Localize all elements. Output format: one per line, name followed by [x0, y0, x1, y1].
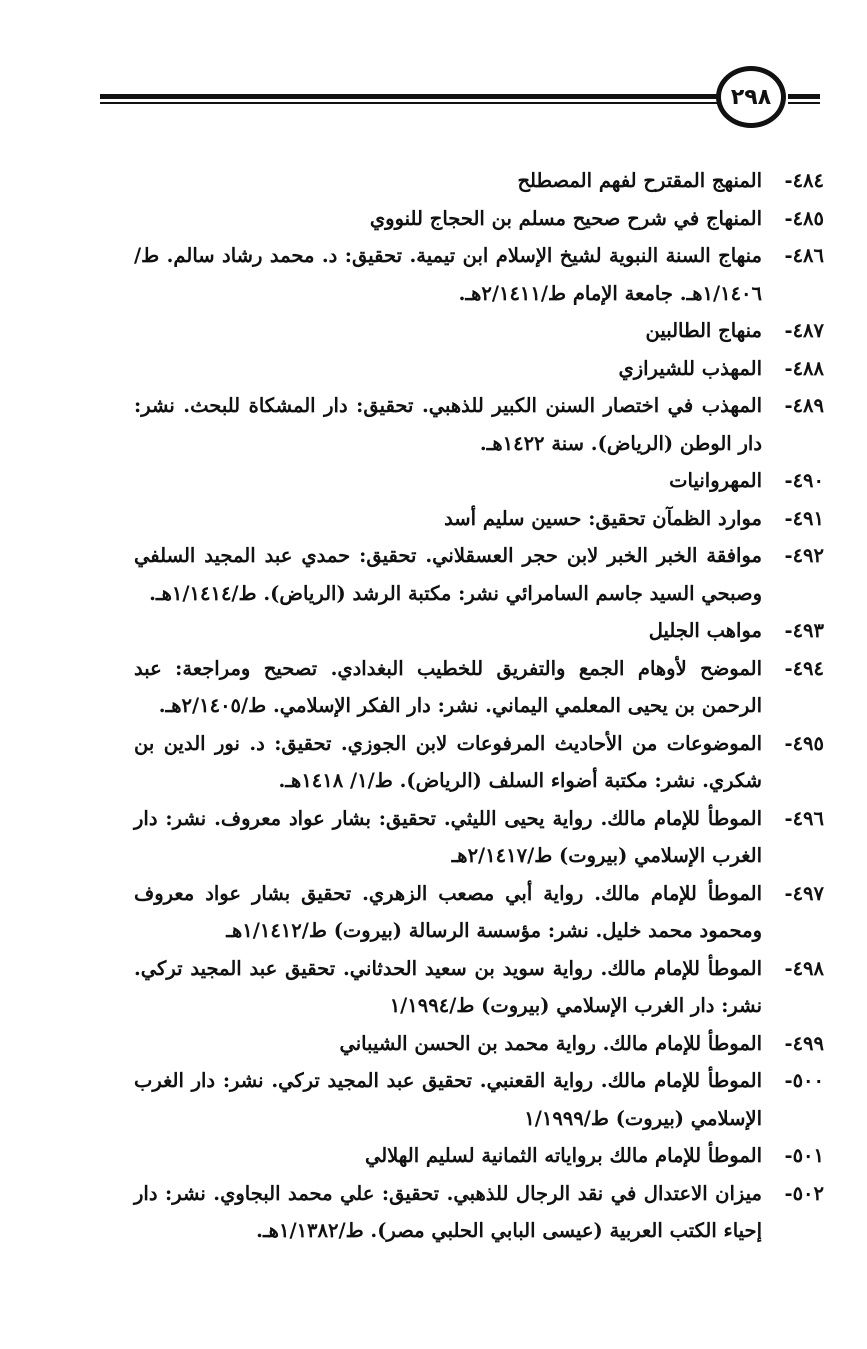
entry-number: ٤٩٥-	[784, 731, 824, 755]
entry-text: منهاج الطالبين	[645, 319, 762, 342]
header-rule-thick	[100, 94, 722, 99]
entry-text: موارد الظمآن تحقيق: حسين سليم أسد	[444, 506, 762, 530]
entry-number: ٤٩٣-	[784, 619, 824, 642]
header-rule-right-thin	[788, 102, 820, 104]
bibliography-entry	[134, 1175, 824, 1250]
bibliography-entry	[134, 800, 824, 875]
entry-text: موافقة الخبر الخبر لابن حجر العسقلاني. تحقيق: حمدي عبد المجيد السلفي وصبحي السيد جاسم السامرائي نشر: مكتبة الرشد (الرياض). ط/١/١٤١٤هـ.	[134, 544, 762, 605]
entry-number: ٤٨٤-	[784, 169, 824, 192]
page-number: ٢٩٨	[730, 84, 772, 110]
bibliography-entry	[134, 950, 824, 1025]
entry-number: ٥٠٢-	[784, 1181, 824, 1205]
entry-text: الموطأ للإمام مالك. رواية سويد بن سعيد الحدثاني. تحقيق عبد المجيد تركي. نشر: دار الغرب الإسلامي (بيروت) ط/١/١٩٩٤	[134, 956, 762, 1017]
bibliography-entry	[134, 500, 824, 538]
bibliography-entry	[134, 650, 824, 725]
entry-number: ٤٨٧-	[784, 319, 824, 342]
entry-text: منهاج السنة النبوية لشيخ الإسلام ابن تيمية. تحقيق: د. محمد رشاد سالم. ط/١/١٤٠٦هـ. جامعة الإمام ط/٢/١٤١١هـ.	[134, 244, 762, 305]
entry-text: المنهج المقترح لفهم المصطلح	[517, 169, 762, 192]
bibliography-entry	[134, 537, 824, 612]
bibliography-entry	[134, 1062, 824, 1137]
entry-text: الموضح لأوهام الجمع والتفريق للخطيب البغدادي. تصحيح ومراجعة: عبد الرحمن بن يحيى المعلمي اليماني. نشر: دار الفكر الإسلامي. ط/٢/١٤٠٥هـ.	[134, 656, 762, 717]
entry-text: الموطأ للإمام مالك. رواية يحيى الليثي. تحقيق: بشار عواد معروف. نشر: دار الغرب الإسلامي (بيروت) ط/٢/١٤١٧هـ	[134, 806, 762, 867]
entry-text: المهذب في اختصار السنن الكبير للذهبي. تحقيق: دار المشكاة للبحث. نشر: دار الوطن (الرياض). سنة ١٤٢٢هـ.	[134, 394, 762, 455]
bibliography-entry	[134, 875, 824, 950]
entry-number: ٤٩٠-	[784, 469, 824, 492]
entry-number: ٤٩٨-	[784, 956, 824, 980]
entry-text: ميزان الاعتدال في نقد الرجال للذهبي. تحقيق: علي محمد البجاوي. نشر: دار إحياء الكتب العربية (عيسى البابي الحلبي مصر). ط/١/١٣٨٢هـ.	[134, 1181, 762, 1242]
entry-number: ٥٠٠-	[784, 1069, 824, 1092]
bibliography-entry	[134, 1025, 824, 1063]
bibliography-entry	[134, 237, 824, 312]
entry-number: ٤٩٧-	[784, 881, 824, 905]
entry-number: ٤٩٦-	[784, 806, 824, 830]
entry-number: ٤٩٢-	[784, 544, 824, 567]
entry-text: الموضوعات من الأحاديث المرفوعات لابن الجوزي. تحقيق: د. نور الدين بن شكري. نشر: مكتبة أضواء السلف (الرياض). ط/١/ ١٤١٨هـ.	[134, 731, 762, 792]
bibliography-entry	[134, 725, 824, 800]
entry-text: الموطأ للإمام مالك. رواية محمد بن الحسن الشيباني	[339, 1031, 762, 1055]
entry-number: ٤٨٩-	[784, 394, 824, 417]
entry-text: المهروانيات	[669, 469, 762, 492]
bibliography-entry	[134, 612, 824, 650]
entry-number: ٤٨٨-	[784, 356, 824, 380]
entry-text: المهذب للشيرازي	[618, 356, 762, 380]
bibliography-list	[134, 162, 824, 1250]
entry-number: ٤٨٦-	[784, 244, 824, 267]
entry-number: ٤٩٩-	[784, 1031, 824, 1055]
bibliography-entry	[134, 1137, 824, 1175]
entry-number: ٤٩٤-	[784, 656, 824, 680]
entry-text: المنهاج في شرح صحيح مسلم بن الحجاج للنووي	[369, 206, 762, 230]
entry-number: ٤٩١-	[784, 506, 824, 530]
bibliography-entry	[134, 462, 824, 500]
bibliography-entry	[134, 162, 824, 200]
bibliography-entry	[134, 200, 824, 238]
entry-number: ٥٠١-	[784, 1144, 824, 1167]
page-header	[0, 0, 867, 140]
bibliography-entry	[134, 350, 824, 388]
bibliography-entry	[134, 312, 824, 350]
entry-text: مواهب الجليل	[648, 619, 762, 642]
bibliography-entry	[134, 387, 824, 462]
entry-text: الموطأ للإمام مالك برواياته الثمانية لسليم الهلالي	[364, 1144, 762, 1167]
page-number-badge	[716, 66, 786, 128]
entry-text: الموطأ للإمام مالك. رواية القعنبي. تحقيق عبد المجيد تركي. نشر: دار الغرب الإسلامي (بيروت) ط/١/١٩٩٩	[134, 1069, 762, 1130]
header-rule-thin	[100, 102, 722, 104]
entry-number: ٤٨٥-	[784, 206, 824, 230]
header-rule-right-thick	[788, 94, 820, 99]
entry-text: الموطأ للإمام مالك. رواية أبي مصعب الزهري. تحقيق بشار عواد معروف ومحمود محمد خليل. نشر: مؤسسة الرسالة (بيروت) ط/١/١٤١٢هـ	[134, 881, 762, 942]
